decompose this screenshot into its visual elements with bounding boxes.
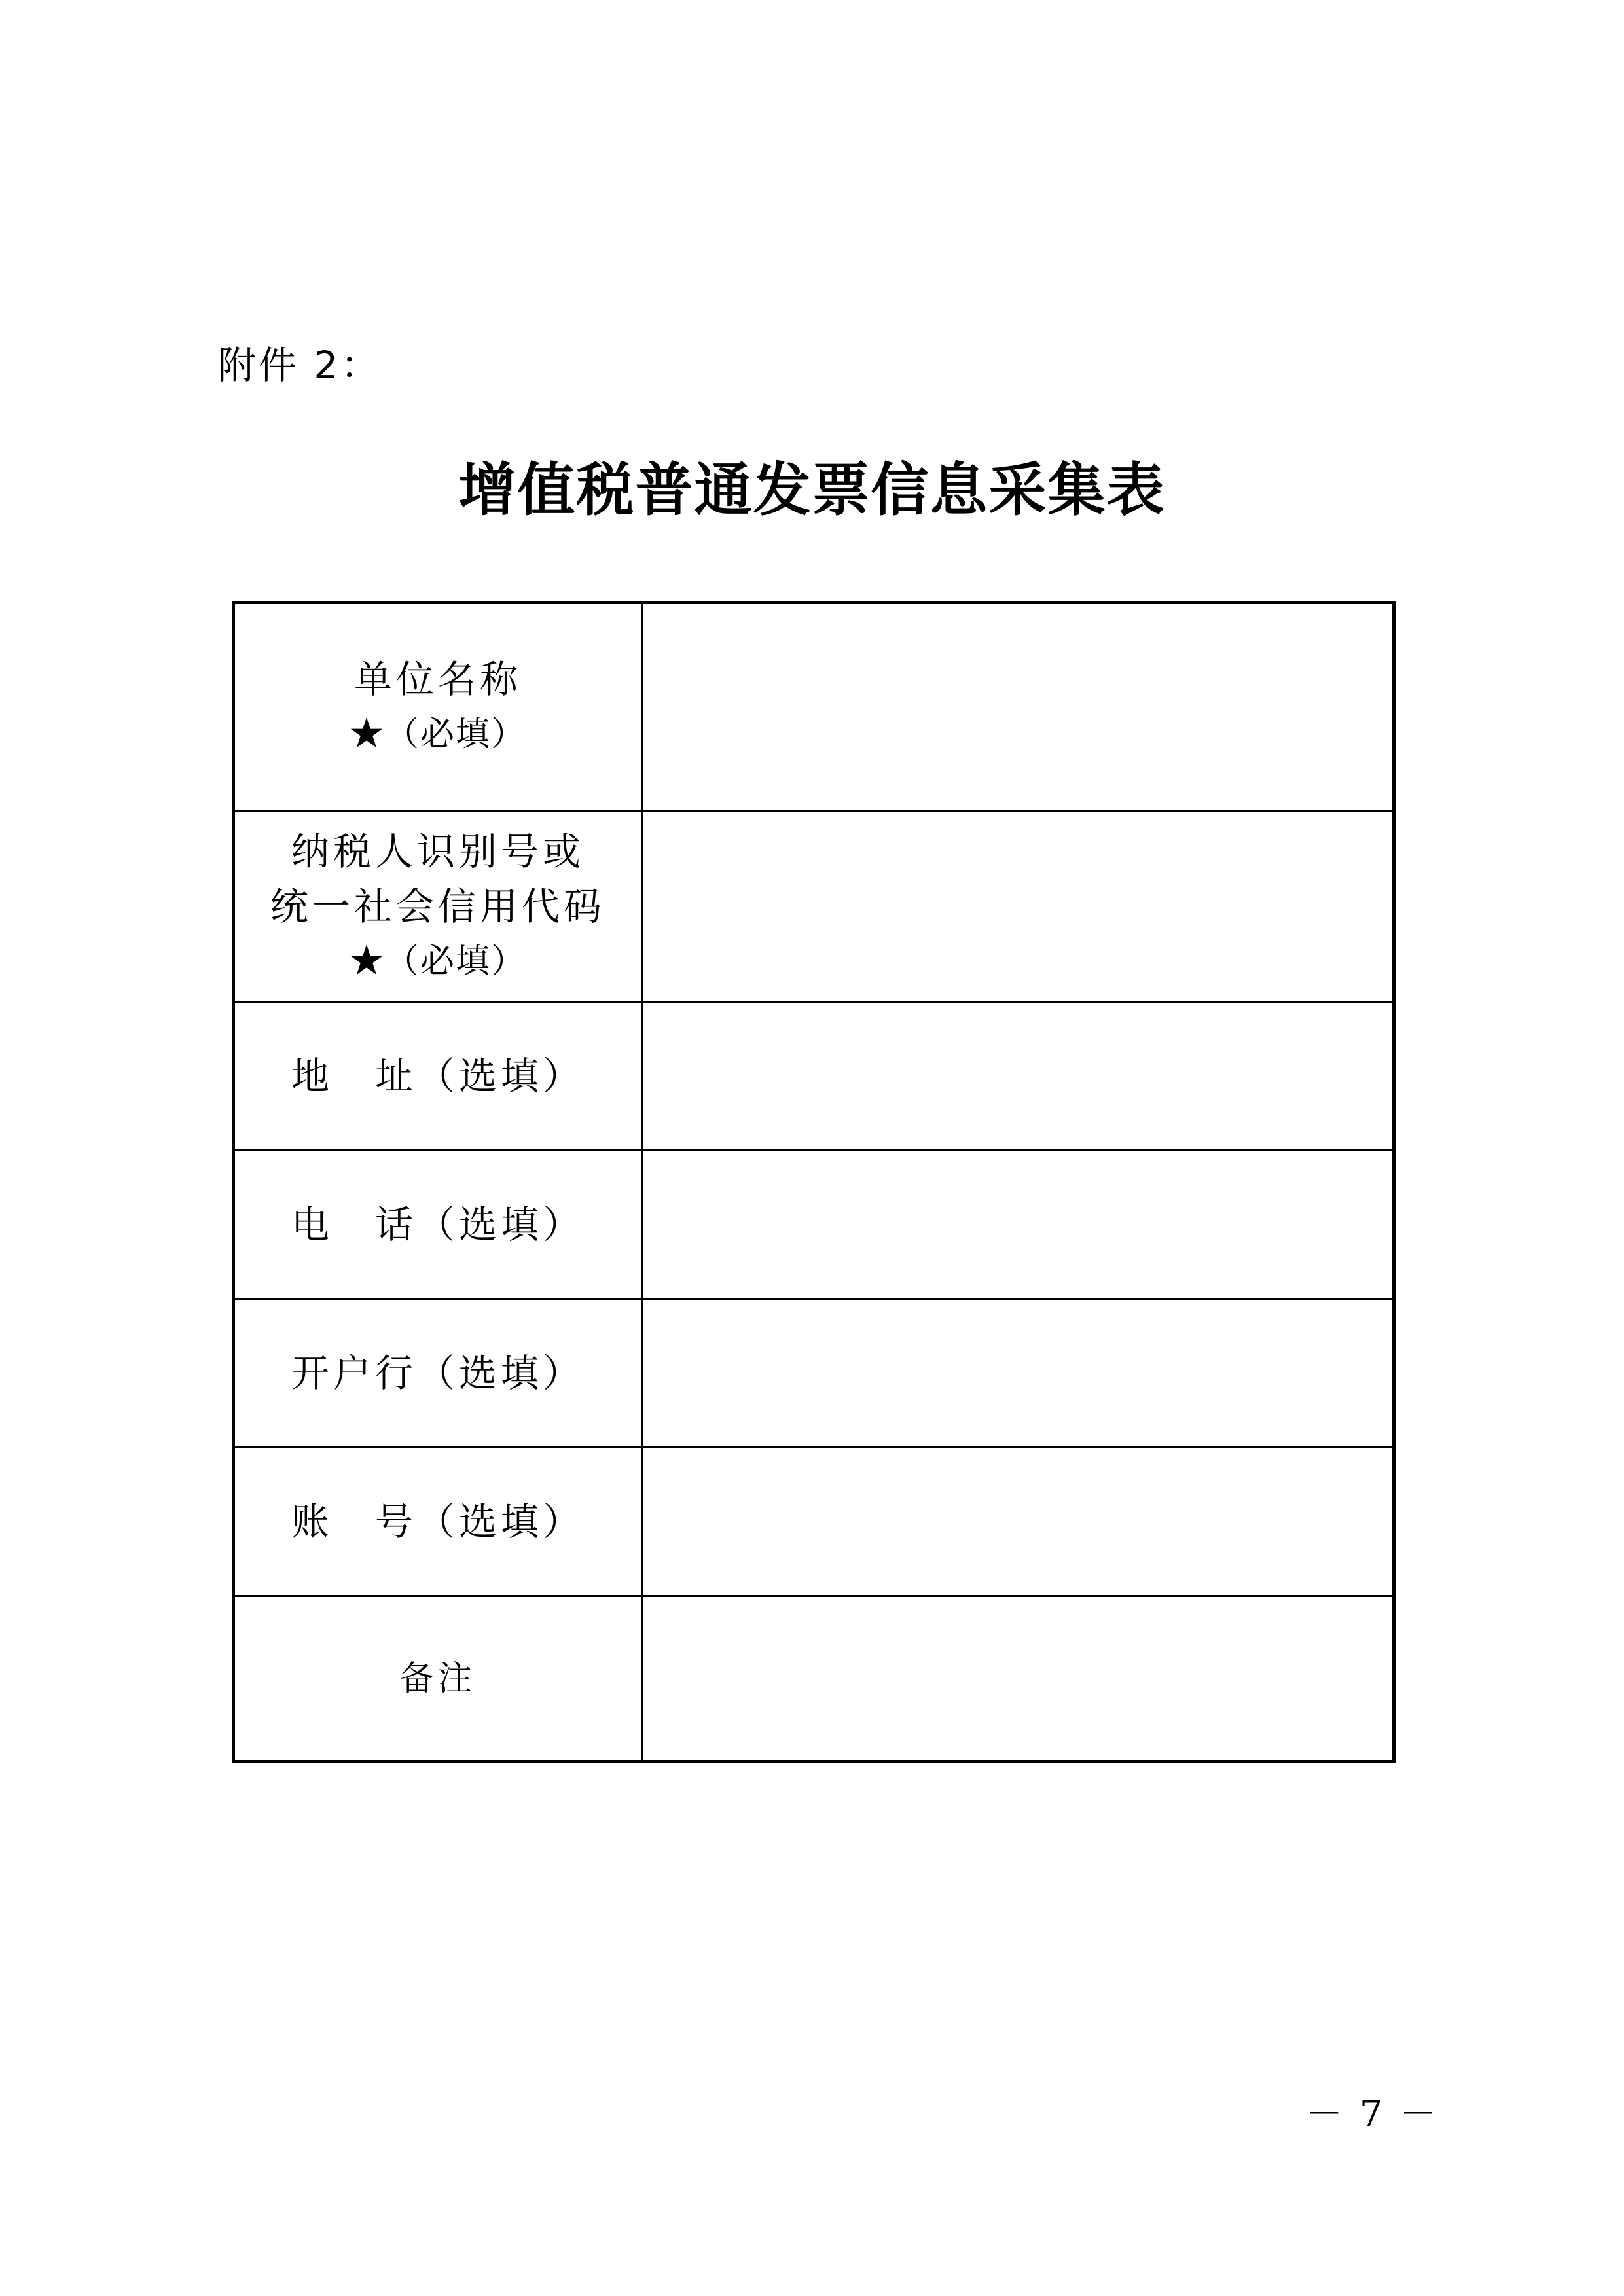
form-row-company-name: [234, 603, 1394, 811]
bank-label: 开户行（选填）: [291, 1350, 585, 1395]
phone-field[interactable]: [642, 1150, 1394, 1299]
account-label: 账 号（选填）: [291, 1499, 585, 1544]
required-marker: ★（必填）: [349, 941, 526, 981]
form-row-remarks: [234, 1596, 1394, 1762]
form-row-address: [234, 1002, 1394, 1150]
taxpayer-id-label-cell: [234, 811, 642, 1002]
phone-label: 电 话（选填）: [291, 1202, 585, 1247]
form-row-phone: [234, 1150, 1394, 1299]
address-label: 地 址（选填）: [291, 1053, 585, 1098]
form-row-taxpayer-id: [234, 811, 1394, 1002]
required-marker: ★（必填）: [349, 715, 526, 754]
taxpayer-id-label-line-1: 纳税人识别号或: [291, 829, 585, 874]
bank-label-cell: [234, 1299, 642, 1447]
taxpayer-id-label-line-2: 统一社会信用代码: [270, 884, 605, 929]
page-number: － 7 －: [1306, 2093, 1439, 2136]
account-field[interactable]: [642, 1447, 1394, 1596]
invoice-info-form-table: [232, 601, 1396, 1763]
remarks-label: 备注: [399, 1659, 476, 1698]
form-row-bank: [234, 1299, 1394, 1447]
phone-label-cell: [234, 1150, 642, 1299]
account-label-cell: [234, 1447, 642, 1596]
bank-field[interactable]: [642, 1299, 1394, 1447]
company-name-field[interactable]: [642, 603, 1394, 811]
company-name-label: 单位名称: [353, 657, 522, 702]
company-name-label-cell: [234, 603, 642, 811]
form-row-account: [234, 1447, 1394, 1596]
remarks-label-cell: [234, 1596, 642, 1762]
remarks-field[interactable]: [642, 1596, 1394, 1762]
address-field[interactable]: [642, 1002, 1394, 1150]
taxpayer-id-field[interactable]: [642, 811, 1394, 1002]
address-label-cell: [234, 1002, 642, 1150]
document-title: 增值税普通发票信息采集表: [458, 456, 1166, 524]
attachment-label: 附件 2：: [218, 343, 382, 387]
